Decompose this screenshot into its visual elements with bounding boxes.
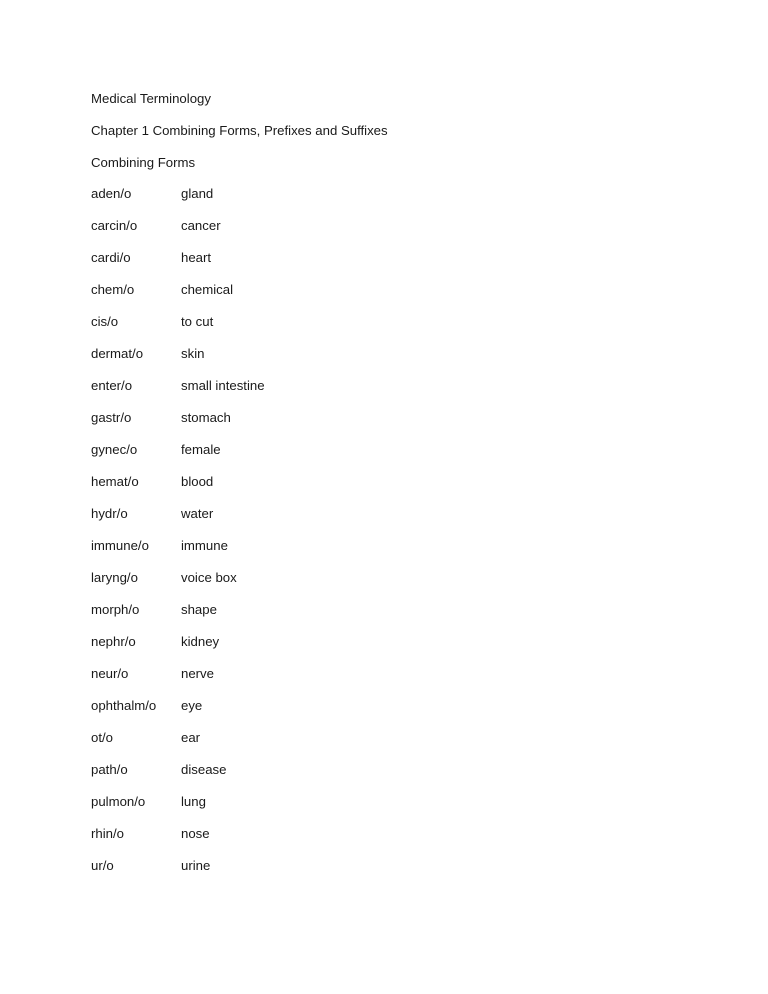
term: enter/o xyxy=(91,378,133,393)
list-item xyxy=(91,249,491,267)
meaning: eye xyxy=(181,698,203,713)
meaning: skin xyxy=(181,346,205,361)
list-item xyxy=(91,505,491,523)
meaning: voice box xyxy=(181,570,237,585)
meaning: water xyxy=(181,506,214,521)
term: ophthalm/o xyxy=(91,698,157,713)
meaning: nerve xyxy=(181,666,214,681)
meaning: stomach xyxy=(181,410,231,425)
term: cis/o xyxy=(91,314,119,329)
list-item xyxy=(91,825,491,843)
meaning: urine xyxy=(181,858,211,873)
term: carcin/o xyxy=(91,218,138,233)
document-title: Medical Terminology xyxy=(91,91,211,106)
list-item xyxy=(91,217,491,235)
list-item xyxy=(91,857,491,875)
term: chem/o xyxy=(91,282,135,297)
list-item xyxy=(91,313,491,331)
meaning: shape xyxy=(181,602,217,617)
meaning: disease xyxy=(181,762,227,777)
list-item xyxy=(91,409,491,427)
meaning: blood xyxy=(181,474,214,489)
term: path/o xyxy=(91,762,128,777)
meaning: chemical xyxy=(181,282,234,297)
list-item xyxy=(91,665,491,683)
meaning: cancer xyxy=(181,218,221,233)
chapter-heading: Chapter 1 Combining Forms, Prefixes and Suffixes xyxy=(91,123,388,138)
list-item xyxy=(91,281,491,299)
term: aden/o xyxy=(91,186,132,201)
list-item xyxy=(91,601,491,619)
term: hydr/o xyxy=(91,506,128,521)
meaning: heart xyxy=(181,250,212,265)
meaning: to cut xyxy=(181,314,214,329)
term: nephr/o xyxy=(91,634,136,649)
term: ur/o xyxy=(91,858,114,873)
list-item xyxy=(91,761,491,779)
meaning: kidney xyxy=(181,634,220,649)
meaning: nose xyxy=(181,826,210,841)
list-item xyxy=(91,729,491,747)
meaning: lung xyxy=(181,794,206,809)
list-item xyxy=(91,185,491,203)
term: dermat/o xyxy=(91,346,144,361)
term: morph/o xyxy=(91,602,140,617)
term: rhin/o xyxy=(91,826,124,841)
meaning: small intestine xyxy=(181,378,265,393)
term: cardi/o xyxy=(91,250,131,265)
list-item xyxy=(91,569,491,587)
meaning: immune xyxy=(181,538,228,553)
term: ot/o xyxy=(91,730,113,745)
term: pulmon/o xyxy=(91,794,146,809)
list-item xyxy=(91,697,491,715)
list-item xyxy=(91,537,491,555)
term: neur/o xyxy=(91,666,129,681)
list-item xyxy=(91,793,491,811)
section-heading: Combining Forms xyxy=(91,155,196,170)
meaning: gland xyxy=(181,186,214,201)
term: laryng/o xyxy=(91,570,138,585)
meaning: female xyxy=(181,442,221,457)
list-item xyxy=(91,633,491,651)
meaning: ear xyxy=(181,730,201,745)
list-item xyxy=(91,473,491,491)
list-item xyxy=(91,441,491,459)
term: gynec/o xyxy=(91,442,138,457)
list-item xyxy=(91,345,491,363)
term: hemat/o xyxy=(91,474,139,489)
list-item xyxy=(91,377,491,395)
term: immune/o xyxy=(91,538,149,553)
term: gastr/o xyxy=(91,410,132,425)
